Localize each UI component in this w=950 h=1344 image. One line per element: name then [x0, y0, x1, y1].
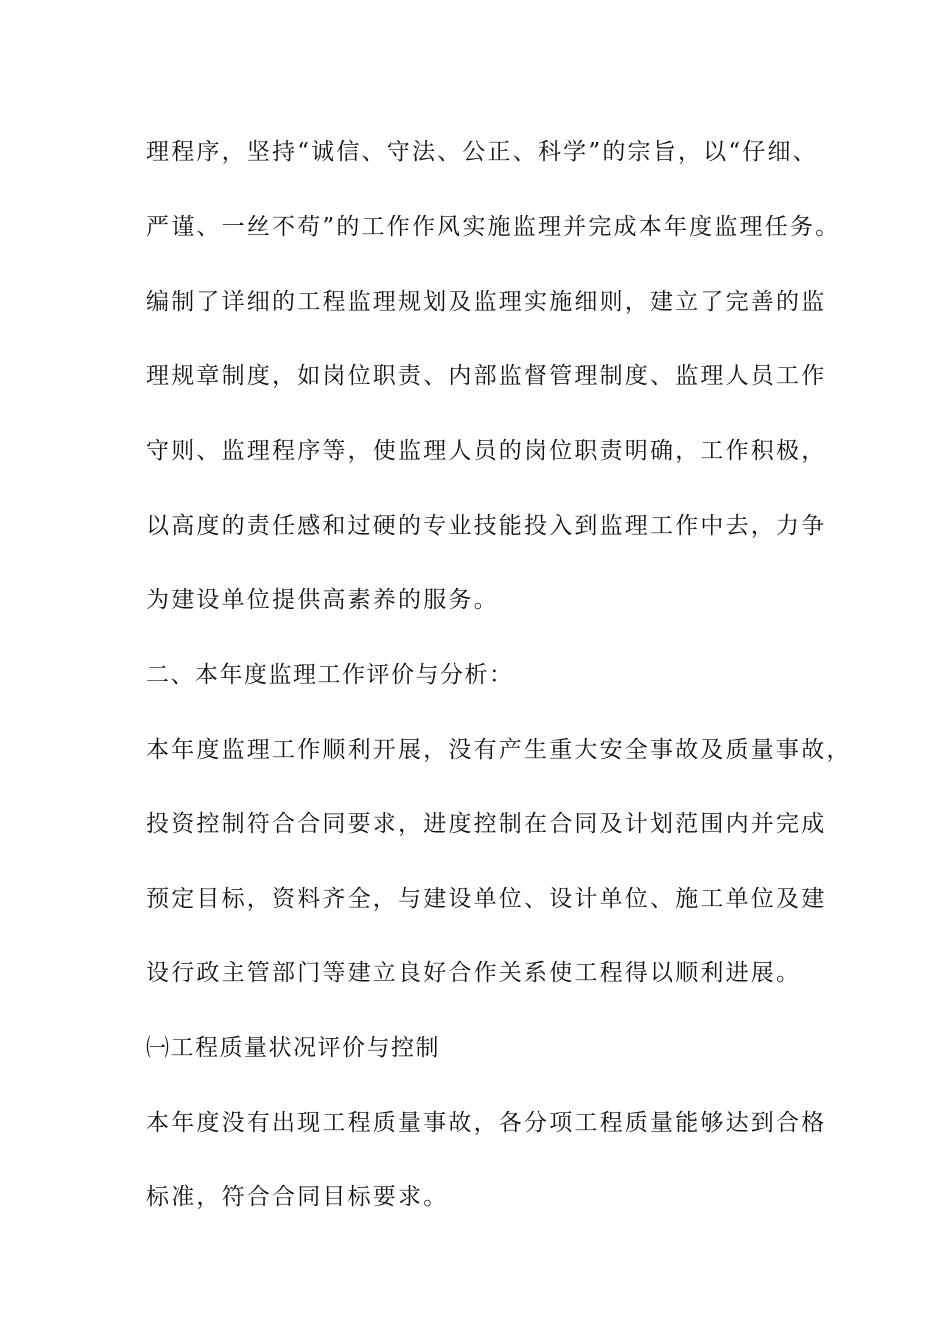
paragraph-line: 理规章制度，如岗位职责、内部监督管理制度、监理人员工作 — [146, 363, 827, 389]
paragraph-line: 理程序，坚持“诚信、守法、公正、科学”的宗旨，以“仔细、 — [146, 139, 818, 165]
paragraph-line: 守则、监理程序等，使监理人员的岗位职责明确，工作积极， — [146, 438, 827, 464]
paragraph-line: 投资控制符合合同要求，进度控制在合同及计划范围内并完成 — [146, 811, 827, 837]
paragraph-line: 为建设单位提供高素养的服务。 — [146, 587, 499, 613]
subsection-heading: ㈠工程质量状况评价与控制 — [146, 1035, 440, 1061]
paragraph-line: 标准，符合合同目标要求。 — [146, 1184, 449, 1210]
paragraph-line: 设行政主管部门等建立良好合作关系使工程得以顺利进展。 — [146, 960, 802, 986]
paragraph-line: 严谨、一丝不苟”的工作作风实施监理并完成本年度监理任务。 — [146, 214, 841, 240]
paragraph-line: 以高度的责任感和过硬的专业技能投入到监理工作中去，力争 — [146, 513, 827, 539]
paragraph-line: 本年度没有出现工程质量事故，各分项工程质量能够达到合格 — [146, 1110, 827, 1136]
section-heading: 二、本年度监理工作评价与分析： — [146, 662, 514, 688]
paragraph-line: 本年度监理工作顺利开展，没有产生重大安全事故及质量事故， — [146, 737, 852, 763]
paragraph-line: 编制了详细的工程监理规划及监理实施细则，建立了完善的监 — [146, 289, 827, 315]
paragraph-line: 预定目标，资料齐全，与建设单位、设计单位、施工单位及建 — [146, 886, 827, 912]
